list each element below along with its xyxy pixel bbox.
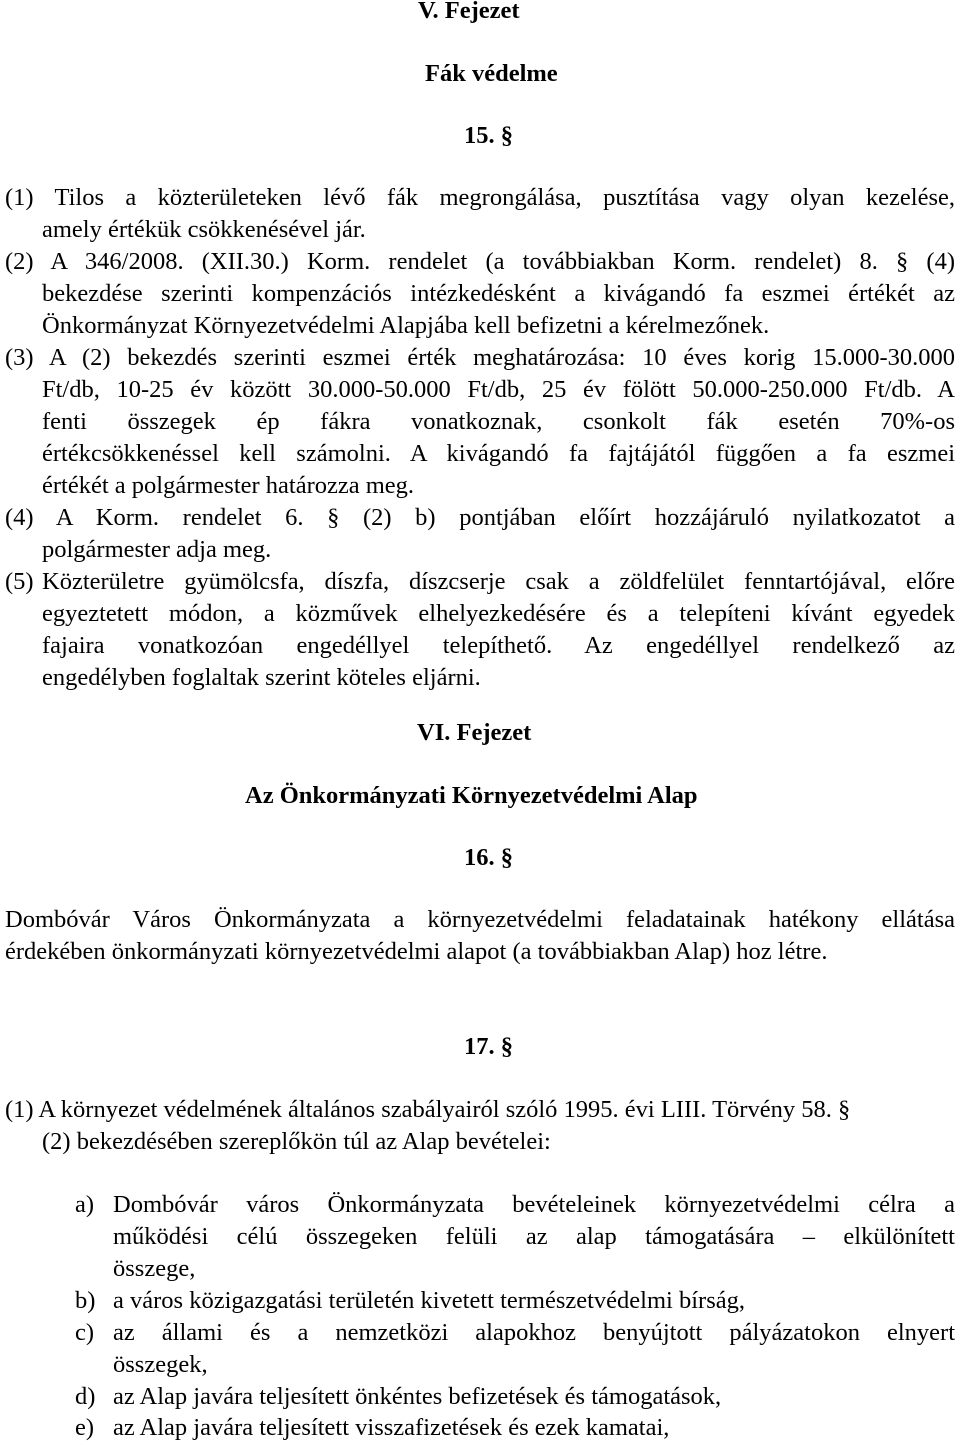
paragraph-line: Ft/db, 10-25 év között 30.000-50.000 Ft/db, 25 év fölött 50.000-250.000 Ft/db. A [42,376,955,403]
paragraph-line: Dombóvár Város Önkormányzata a környezetvédelmi feladatainak hatékony ellátása [5,906,955,933]
paragraph-line: bekezdése szerinti kompenzációs intézkedésként a kivágandó fa eszmei értékét az [42,280,955,307]
list-label: e) [75,1414,95,1441]
paragraph-line: értékcsökkenéssel kell számolni. A kivágandó fa fajtájától függően a fa eszmei [42,440,955,467]
list-item-line: az Alap javára teljesített önkéntes befizetések és támogatások, [113,1383,722,1410]
list-item-line: összege, [113,1255,196,1282]
chapter-title: VI. Fejezet [417,719,532,746]
chapter-subtitle: Az Önkormányzati Környezetvédelmi Alap [245,782,698,809]
paragraph-line: engedélyben foglaltak szerint köteles eljárni. [42,664,481,691]
paragraph-line: (2) bekezdésében szereplőkön túl az Alap bevételei: [42,1128,551,1155]
paragraph-line: (2) A 346/2008. (XII.30.) Korm. rendelet (a továbbiakban Korm. rendelet) 8. § (4) [5,248,955,275]
paragraph-line: érdekében önkormányzati környezetvédelmi alapot (a továbbiakban Alap) hoz létre. [5,938,828,965]
paragraph-line: értékét a polgármester határozza meg. [42,472,415,499]
paragraph-line: (1) A környezet védelmének általános szabályairól szóló 1995. évi LIII. Törvény 58. § [5,1096,851,1123]
list-item-line: a város közigazgatási területén kivetett természetvédelmi bírság, [113,1287,745,1314]
section-heading: 15. § [464,122,513,149]
list-label: d) [75,1383,96,1410]
paragraph-line: Önkormányzat Környezetvédelmi Alapjába kell befizetni a kérelmezőnek. [42,312,770,339]
list-item-line: az Alap javára teljesített visszafizetések és ezek kamatai, [113,1414,670,1441]
list-label: b) [75,1287,96,1314]
paragraph-line: (4) A Korm. rendelet 6. § (2) b) pontjában előírt hozzájáruló nyilatkozatot a [5,504,955,531]
paragraph-line: fajaira vonatkozóan engedéllyel telepíthető. Az engedéllyel rendelkező az [42,632,955,659]
paragraph-line: amely értékük csökkenésével jár. [42,216,366,243]
paragraph-line: (3) A (2) bekezdés szerinti eszmei érték meghatározása: 10 éves korig 15.000-30.000 [5,344,955,371]
chapter-title: V. Fejezet [418,0,520,24]
list-item-line: összegek, [113,1351,208,1378]
section-heading: 16. § [464,844,513,871]
paragraph-line: egyeztetett módon, a közművek elhelyezkedésére és a telepíteni kívánt egyedek [42,600,955,627]
paragraph-label: (5) [5,568,34,595]
list-label: a) [75,1191,95,1218]
chapter-subtitle: Fák védelme [425,60,558,87]
list-label: c) [75,1319,95,1346]
paragraph-line: Közterületre gyümölcsfa, díszfa, díszcserje csak a zöldfelület fenntartójával, előre [42,568,955,595]
paragraph-line: fenti összegek ép fákra vonatkoznak, csonkolt fák esetén 70%-os [42,408,955,435]
list-item-line: működési célú összegeken felüli az alap támogatására – elkülönített [113,1223,955,1250]
paragraph-line: polgármester adja meg. [42,536,272,563]
section-heading: 17. § [464,1033,513,1060]
paragraph-line: (1) Tilos a közterületeken lévő fák megrongálása, pusztítása vagy olyan kezelése, [5,184,955,211]
list-item-line: Dombóvár város Önkormányzata bevételeinek környezetvédelmi célra a [113,1191,955,1218]
list-item-line: az állami és a nemzetközi alapokhoz benyújtott pályázatokon elnyert [113,1319,955,1346]
